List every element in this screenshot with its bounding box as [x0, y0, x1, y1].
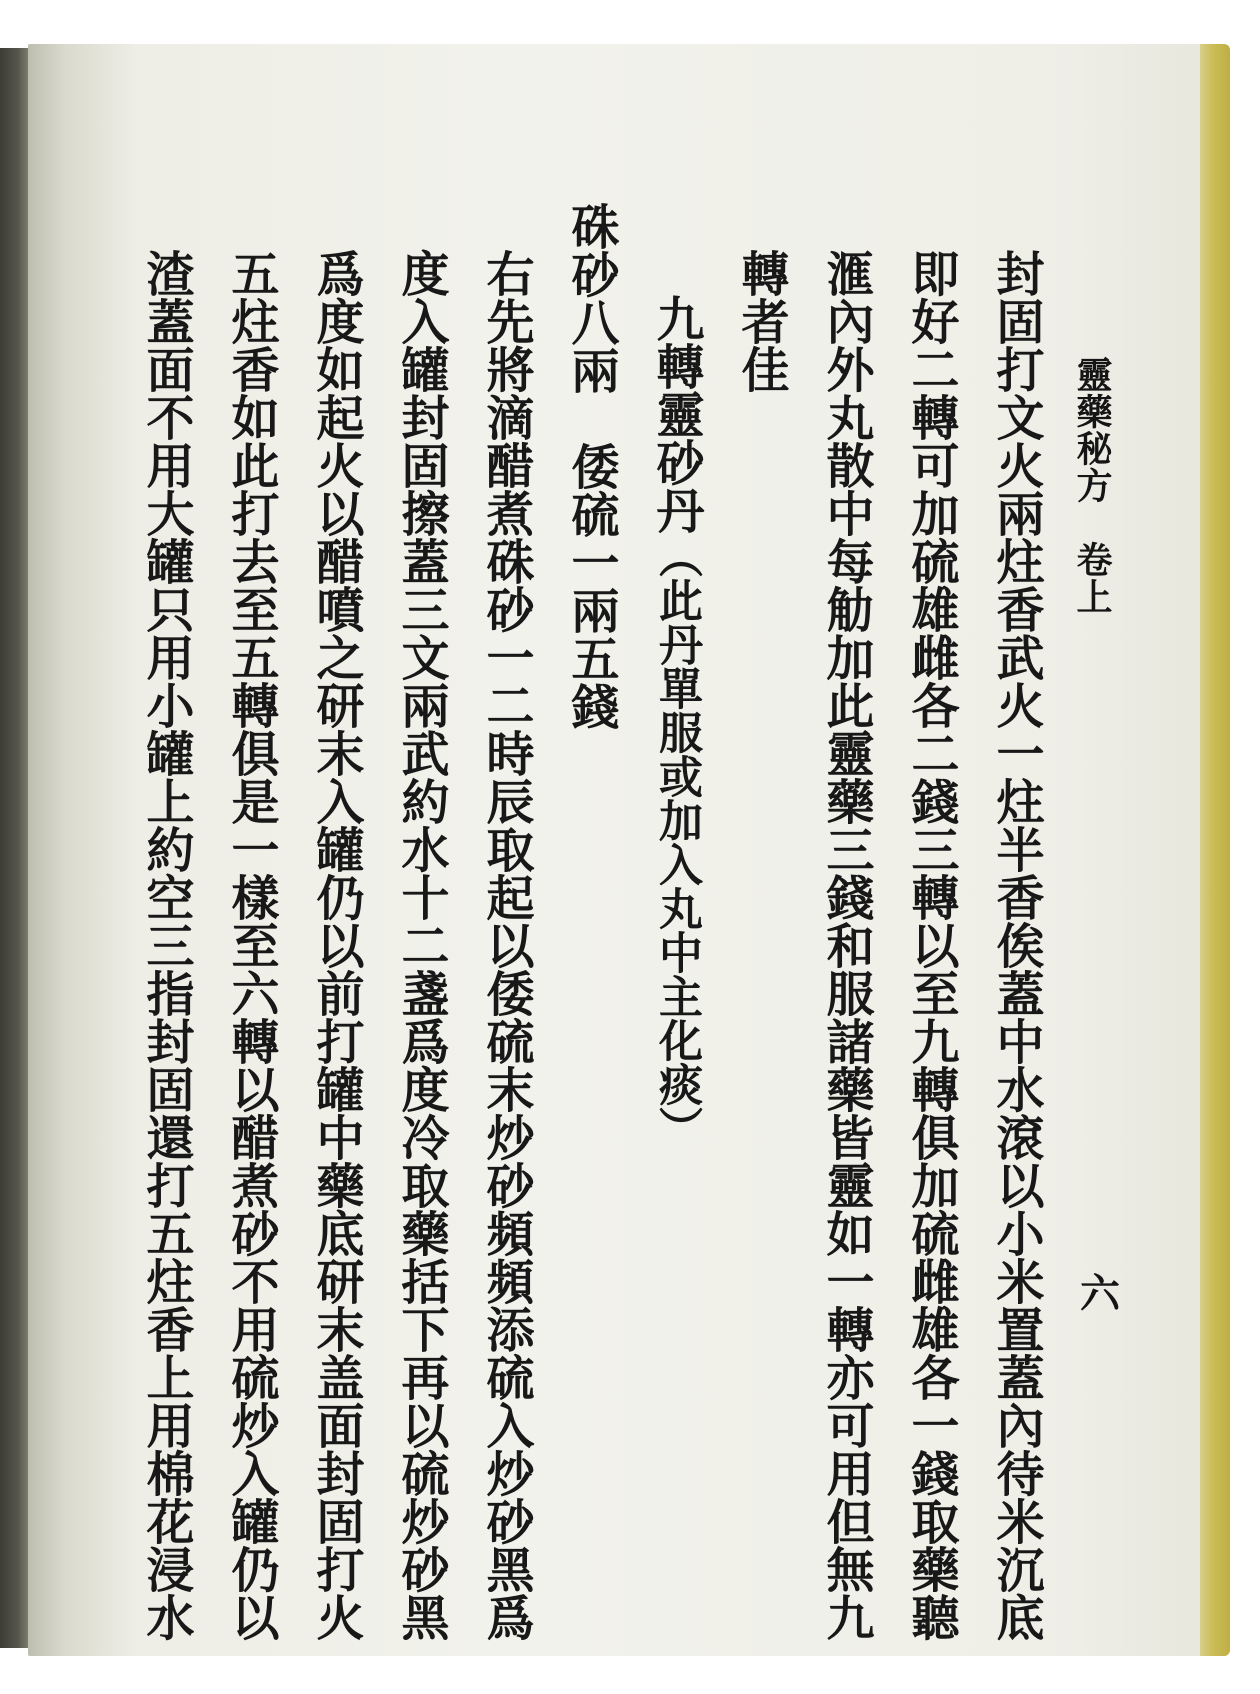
- text-column: 右先將滴醋煮硃砂一二時辰取起以倭硫末炒砂頻頻添硫入炒砂黑爲: [478, 249, 534, 1641]
- text-column: 即好二轉可加硫雄雌各二錢三轉以至九轉俱加硫雌雄各一錢取藥聽: [903, 249, 959, 1641]
- page-edge: [1200, 44, 1230, 1656]
- text-column: 爲度如起火以醋噴之研末入罐仍以前打罐中藥底研末盖面封固打火: [308, 249, 364, 1641]
- recipe-title: [648, 294, 704, 1150]
- recipe-note: （此丹單服或加入丸中主化痰）: [651, 534, 702, 1150]
- text-column: 滙內外丸散中每觔加此靈藥三錢和服諸藥皆靈如一轉亦可用但無九: [818, 249, 874, 1641]
- page-number: 六: [1080, 1270, 1120, 1317]
- text-column: 轉者佳: [733, 249, 789, 393]
- book-page: [28, 44, 1230, 1656]
- running-header: 靈藥秘方 卷上: [1071, 356, 1113, 615]
- ingredients-column: 硃砂八兩 倭硫一兩五錢: [563, 202, 619, 730]
- recipe-name: 九轉靈砂丹: [648, 294, 704, 534]
- text-column: 渣蓋面不用大罐只用小罐上約空三指封固還打五炷香上用棉花浸水: [138, 249, 194, 1641]
- text-column: 封固打文火兩炷香武火一炷半香俟蓋中水滾以小米置蓋內待米沉底: [988, 249, 1044, 1641]
- text-column: 度入罐封固擦蓋三文兩武約水十二盞爲度冷取藥括下再以硫炒砂黑: [393, 249, 449, 1641]
- text-column: 五炷香如此打去至五轉俱是一樣至六轉以醋煮砂不用硫炒入罐仍以: [223, 249, 279, 1641]
